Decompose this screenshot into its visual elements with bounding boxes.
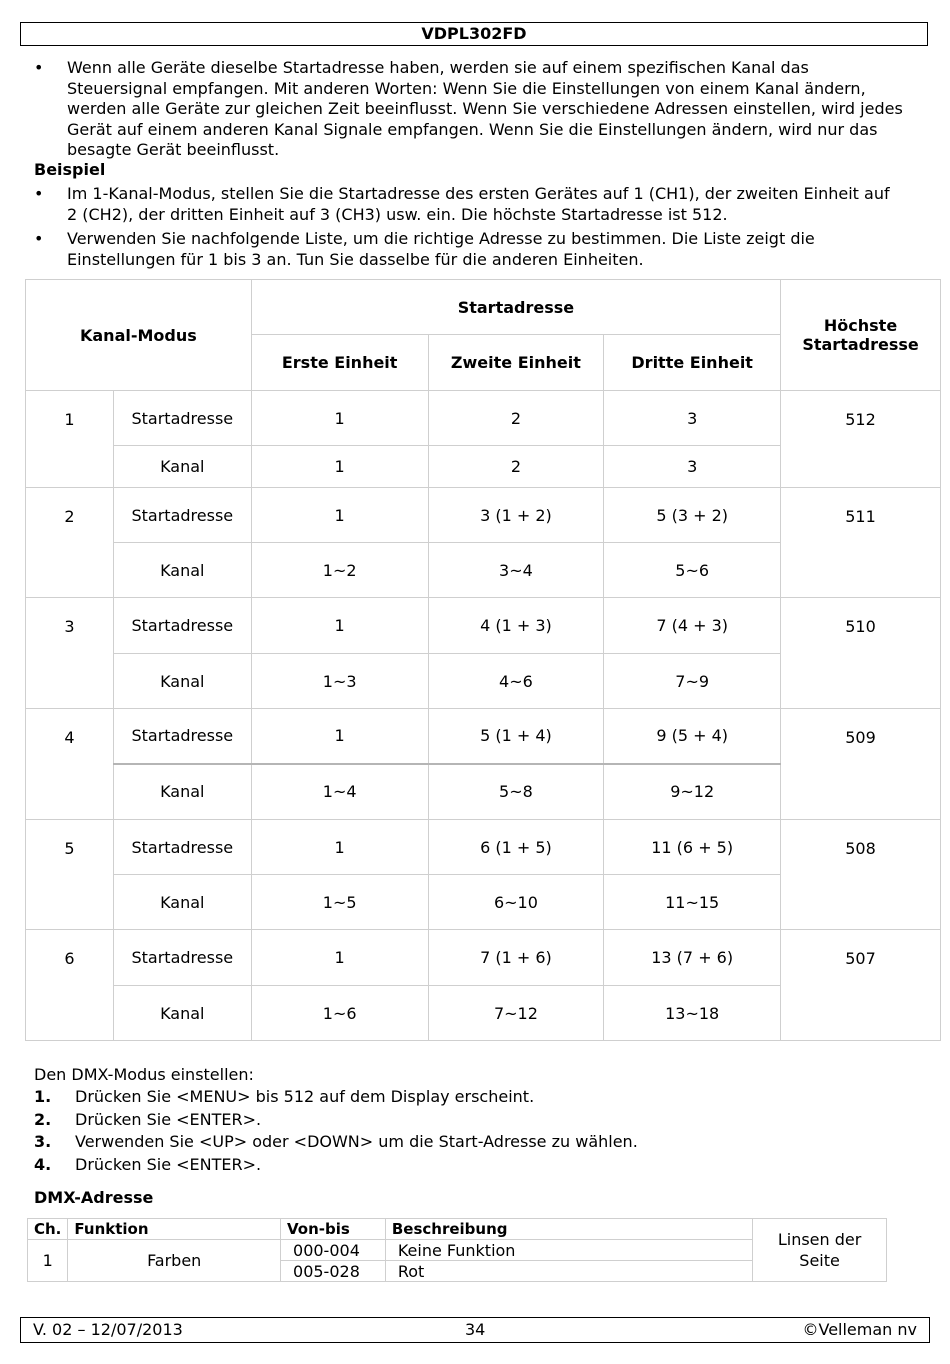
mode-cell: 2 <box>26 488 114 598</box>
cell: 5 (1 + 4) <box>428 709 604 764</box>
bullet-text: Wenn alle Geräte dieselbe Startadresse haben, werden sie auf einem spezifischen Kanal das Steuersignal empfangen. Mit anderen Worten: Wenn Sie die Einstellungen von einem Kanal ändern, werden alle Geräte zur gleichen Zeit beeinflusst. Wenn Sie verschiedene Adressen einstellen, wird jedes Gerät auf einem anderen Kanal Signale empfangen. Wenn Sie die Einstellungen ändern, wird nur das besagte Gerät beeinflusst. <box>67 58 903 159</box>
row-label: Kanal <box>113 764 251 820</box>
cell: 7 (1 + 6) <box>428 930 604 986</box>
max-cell: 507 <box>781 930 941 1041</box>
cell: 3 <box>604 446 781 488</box>
header-funktion: Funktion <box>68 1219 281 1240</box>
table-row <box>26 488 941 543</box>
row-label: Kanal <box>113 446 251 488</box>
max-cell: 511 <box>781 488 941 598</box>
dmx-mode-intro: Den DMX-Modus einstellen: <box>34 1065 254 1084</box>
dmx-function: Farben <box>68 1240 281 1282</box>
bullet-item <box>34 229 904 271</box>
footer-copyright: ©Velleman nv <box>802 1320 917 1339</box>
mode-cell: 5 <box>26 820 114 930</box>
cell: 1 <box>251 709 428 764</box>
step-text: Verwenden Sie <UP> oder <DOWN> um die Start-Adresse zu wählen. <box>75 1132 638 1151</box>
dmx-channel: 1 <box>28 1240 68 1282</box>
cell: 5~6 <box>604 543 781 598</box>
max-cell: 512 <box>781 391 941 488</box>
row-label: Kanal <box>113 654 251 709</box>
header-zweite-einheit: Zweite Einheit <box>428 335 604 391</box>
max-cell: 508 <box>781 820 941 930</box>
cell: 4~6 <box>428 654 604 709</box>
step-text: Drücken Sie <ENTER>. <box>75 1154 262 1174</box>
bullet-item <box>34 184 904 226</box>
bullet-item <box>34 58 904 158</box>
header-beschreibung: Beschreibung <box>385 1219 752 1240</box>
header-dritte-einheit: Dritte Einheit <box>604 335 781 391</box>
cell: 11 (6 + 5) <box>604 820 781 875</box>
cell: 1~4 <box>251 764 428 820</box>
cell: 6 (1 + 5) <box>428 820 604 875</box>
max-cell: 510 <box>781 598 941 709</box>
step-text: Drücken Sie <MENU> bis 512 auf dem Display erscheint. <box>75 1087 535 1106</box>
mode-cell: 6 <box>26 930 114 1041</box>
cell: 11~15 <box>604 875 781 930</box>
cell: 13~18 <box>604 986 781 1041</box>
row-label: Startadresse <box>113 391 251 446</box>
row-label: Startadresse <box>113 488 251 543</box>
cell: 5~8 <box>428 764 604 820</box>
bullet-text: Verwenden Sie nachfolgende Liste, um die richtige Adresse zu bestimmen. Die Liste zeigt die Einstellungen für 1 bis 3 an. Tun Sie dasselbe für die anderen Einheiten. <box>67 229 815 269</box>
header-hoechste-startadresse: Höchste Startadresse <box>781 280 941 391</box>
header-erste-einheit: Erste Einheit <box>251 335 428 391</box>
cell: 7 (4 + 3) <box>604 598 781 654</box>
cell: 1~5 <box>251 875 428 930</box>
cell: 6~10 <box>428 875 604 930</box>
cell: 1~3 <box>251 654 428 709</box>
step-number: 1. <box>34 1087 52 1106</box>
cell: 7~9 <box>604 654 781 709</box>
dmx-range: 005-028 <box>281 1261 386 1282</box>
table-row <box>26 391 941 446</box>
header-startadresse: Startadresse <box>251 280 780 335</box>
cell: 5 (3 + 2) <box>604 488 781 543</box>
row-label: Startadresse <box>113 820 251 875</box>
table-row <box>26 820 941 875</box>
header-ch: Ch. <box>28 1219 68 1240</box>
step-number: 4. <box>34 1154 52 1174</box>
row-label: Kanal <box>113 875 251 930</box>
side-note: Linsen der Seite <box>753 1219 887 1282</box>
step-number: 3. <box>34 1132 52 1151</box>
table-row <box>26 598 941 654</box>
cell: 9 (5 + 4) <box>604 709 781 764</box>
page-header <box>20 22 928 46</box>
row-label: Kanal <box>113 543 251 598</box>
page-footer <box>20 1317 930 1343</box>
address-table <box>25 279 941 1041</box>
step-number: 2. <box>34 1109 52 1129</box>
table-row <box>26 709 941 764</box>
dmx-range: 000-004 <box>281 1240 386 1261</box>
mode-cell: 3 <box>26 598 114 709</box>
row-label: Startadresse <box>113 930 251 986</box>
dmx-description: Rot <box>385 1261 752 1282</box>
page-number: 34 <box>465 1320 486 1339</box>
bullet-icon: • <box>34 58 44 77</box>
mode-cell: 1 <box>26 391 114 488</box>
cell: 1 <box>251 488 428 543</box>
cell: 7~12 <box>428 986 604 1041</box>
bullet-icon: • <box>34 229 44 248</box>
row-label: Startadresse <box>113 709 251 764</box>
document-title: VDPL302FD <box>421 24 527 43</box>
cell: 1 <box>251 930 428 986</box>
dmx-heading: DMX-Adresse <box>34 1188 154 1207</box>
max-cell: 509 <box>781 709 941 820</box>
step-text: Drücken Sie <ENTER>. <box>75 1109 262 1129</box>
header-kanal-modus: Kanal-Modus <box>26 280 252 391</box>
dmx-description: Keine Funktion <box>385 1240 752 1261</box>
cell: 3 (1 + 2) <box>428 488 604 543</box>
cell: 2 <box>428 391 604 446</box>
table-row <box>26 930 941 986</box>
cell: 9~12 <box>604 764 781 820</box>
cell: 2 <box>428 446 604 488</box>
header-von-bis: Von-bis <box>281 1219 386 1240</box>
cell: 3 <box>604 391 781 446</box>
cell: 13 (7 + 6) <box>604 930 781 986</box>
cell: 1~6 <box>251 986 428 1041</box>
row-label: Startadresse <box>113 598 251 654</box>
mode-cell: 4 <box>26 709 114 820</box>
dmx-table <box>27 1218 887 1282</box>
cell: 3~4 <box>428 543 604 598</box>
cell: 1 <box>251 391 428 446</box>
cell: 1 <box>251 598 428 654</box>
cell: 1 <box>251 446 428 488</box>
footer-version: V. 02 – 12/07/2013 <box>33 1320 183 1339</box>
row-label: Kanal <box>113 986 251 1041</box>
cell: 1~2 <box>251 543 428 598</box>
example-heading: Beispiel <box>34 160 106 179</box>
bullet-icon: • <box>34 184 44 203</box>
bullet-text: Im 1-Kanal-Modus, stellen Sie die Startadresse des ersten Gerätes auf 1 (CH1), der zweiten Einheit auf 2 (CH2), der dritten Einheit auf 3 (CH3) usw. ein. Die höchste Startadresse ist 512. <box>67 184 890 224</box>
cell: 1 <box>251 820 428 875</box>
cell: 4 (1 + 3) <box>428 598 604 654</box>
